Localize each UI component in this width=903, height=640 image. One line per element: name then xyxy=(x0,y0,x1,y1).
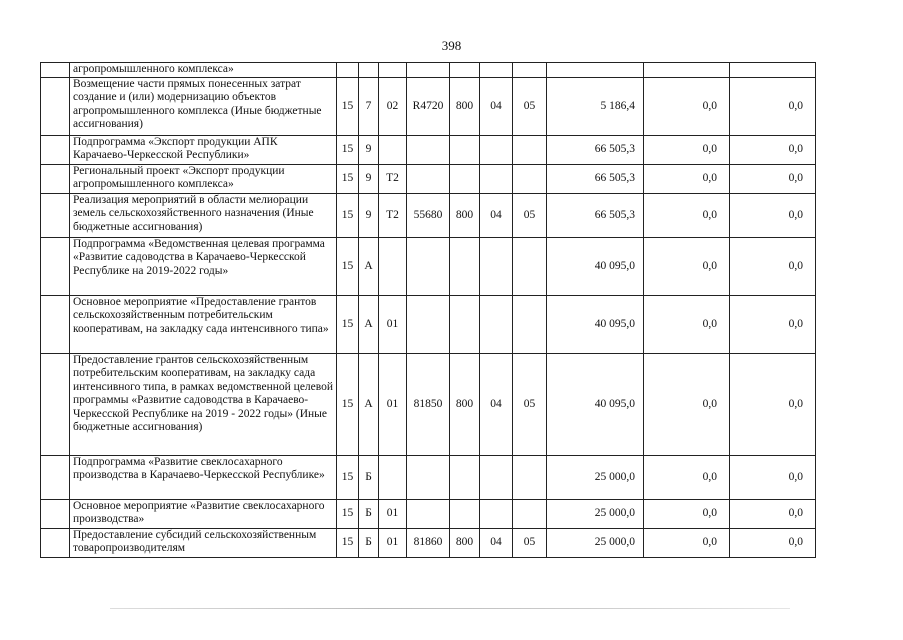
row-number-cell xyxy=(41,63,70,78)
sum-year3-cell: 0,0 xyxy=(730,529,816,558)
event-code-cell: 01 xyxy=(379,296,407,354)
sum-year3-cell: 0,0 xyxy=(730,456,816,500)
sum-year2-cell: 0,0 xyxy=(644,529,730,558)
expense-type-cell xyxy=(450,63,480,78)
program-code-cell: 15 xyxy=(337,194,359,238)
expense-type-cell: 800 xyxy=(450,78,480,136)
description-cell: Предоставление субсидий сельскохозяйственным товаропроизводителям xyxy=(70,529,337,558)
sum-year1-cell: 40 095,0 xyxy=(547,296,644,354)
sum-year3-cell: 0,0 xyxy=(730,194,816,238)
subprogram-code-cell xyxy=(359,63,379,78)
program-code-cell: 15 xyxy=(337,296,359,354)
sum-year1-cell: 25 000,0 xyxy=(547,500,644,529)
section-cell xyxy=(480,456,513,500)
sum-year3-cell: 0,0 xyxy=(730,500,816,529)
table-row xyxy=(41,136,816,165)
table-row xyxy=(41,78,816,136)
subsection-cell xyxy=(513,500,547,529)
description-cell: Подпрограмма «Ведомственная целевая программа «Развитие садоводства в Карачаево-Черкесской Республике на 2019-2022 годы» xyxy=(70,238,337,296)
direction-code-cell xyxy=(407,238,450,296)
description-cell: агропромышленного комплекса» xyxy=(70,63,337,78)
program-code-cell: 15 xyxy=(337,78,359,136)
expense-type-cell xyxy=(450,296,480,354)
section-cell: 04 xyxy=(480,529,513,558)
sum-year1-cell: 5 186,4 xyxy=(547,78,644,136)
direction-code-cell: 81850 xyxy=(407,354,450,456)
direction-code-cell xyxy=(407,500,450,529)
program-code-cell: 15 xyxy=(337,456,359,500)
subprogram-code-cell: 9 xyxy=(359,165,379,194)
subprogram-code-cell: А xyxy=(359,238,379,296)
section-cell xyxy=(480,136,513,165)
table-row xyxy=(41,354,816,456)
event-code-cell xyxy=(379,456,407,500)
sum-year2-cell: 0,0 xyxy=(644,194,730,238)
expense-type-cell xyxy=(450,136,480,165)
sum-year2-cell: 0,0 xyxy=(644,165,730,194)
table-row xyxy=(41,194,816,238)
event-code-cell: T2 xyxy=(379,194,407,238)
direction-code-cell xyxy=(407,136,450,165)
sum-year3-cell: 0,0 xyxy=(730,78,816,136)
event-code-cell xyxy=(379,136,407,165)
table-row xyxy=(41,529,816,558)
table-row xyxy=(41,500,816,529)
expense-type-cell xyxy=(450,238,480,296)
sum-year1-cell: 40 095,0 xyxy=(547,354,644,456)
row-number-cell xyxy=(41,165,70,194)
direction-code-cell: R4720 xyxy=(407,78,450,136)
subsection-cell xyxy=(513,165,547,194)
row-number-cell xyxy=(41,354,70,456)
event-code-cell xyxy=(379,238,407,296)
subsection-cell xyxy=(513,296,547,354)
sum-year1-cell: 25 000,0 xyxy=(547,529,644,558)
sum-year1-cell: 66 505,3 xyxy=(547,136,644,165)
subsection-cell: 05 xyxy=(513,194,547,238)
sum-year2-cell: 0,0 xyxy=(644,78,730,136)
section-cell: 04 xyxy=(480,354,513,456)
page-number: 398 xyxy=(441,38,462,53)
sum-year2-cell xyxy=(644,63,730,78)
table-row xyxy=(41,456,816,500)
sum-year2-cell: 0,0 xyxy=(644,456,730,500)
sum-year1-cell: 66 505,3 xyxy=(547,165,644,194)
direction-code-cell xyxy=(407,456,450,500)
event-code-cell: 01 xyxy=(379,529,407,558)
sum-year1-cell: 40 095,0 xyxy=(547,238,644,296)
direction-code-cell xyxy=(407,165,450,194)
budget-table xyxy=(40,62,816,558)
row-number-cell xyxy=(41,136,70,165)
direction-code-cell xyxy=(407,296,450,354)
direction-code-cell: 81860 xyxy=(407,529,450,558)
section-cell xyxy=(480,165,513,194)
section-cell xyxy=(480,500,513,529)
subprogram-code-cell: 9 xyxy=(359,136,379,165)
sum-year1-cell: 25 000,0 xyxy=(547,456,644,500)
subprogram-code-cell: Б xyxy=(359,500,379,529)
sum-year3-cell: 0,0 xyxy=(730,165,816,194)
event-code-cell: T2 xyxy=(379,165,407,194)
row-number-cell xyxy=(41,194,70,238)
sum-year2-cell: 0,0 xyxy=(644,500,730,529)
table-row xyxy=(41,63,816,78)
program-code-cell: 15 xyxy=(337,529,359,558)
section-cell: 04 xyxy=(480,194,513,238)
expense-type-cell xyxy=(450,165,480,194)
program-code-cell: 15 xyxy=(337,136,359,165)
program-code-cell: 15 xyxy=(337,354,359,456)
subprogram-code-cell: 7 xyxy=(359,78,379,136)
section-cell: 04 xyxy=(480,78,513,136)
subsection-cell xyxy=(513,238,547,296)
expense-type-cell xyxy=(450,456,480,500)
expense-type-cell xyxy=(450,500,480,529)
subsection-cell: 05 xyxy=(513,78,547,136)
sum-year1-cell xyxy=(547,63,644,78)
subsection-cell: 05 xyxy=(513,529,547,558)
section-cell xyxy=(480,63,513,78)
sum-year3-cell: 0,0 xyxy=(730,136,816,165)
row-number-cell xyxy=(41,529,70,558)
sum-year2-cell: 0,0 xyxy=(644,296,730,354)
expense-type-cell: 800 xyxy=(450,529,480,558)
event-code-cell: 01 xyxy=(379,500,407,529)
subsection-cell xyxy=(513,456,547,500)
description-cell: Возмещение части прямых понесенных затрат создание и (или) модернизацию объектов агропромышленного комплекса (Иные бюджетные ассигнования) xyxy=(70,78,337,136)
sum-year3-cell: 0,0 xyxy=(730,238,816,296)
sum-year3-cell xyxy=(730,63,816,78)
expense-type-cell: 800 xyxy=(450,354,480,456)
description-cell: Предоставление грантов сельскохозяйственным потребительским кооперативам, на закладку сада интенсивного типа, в рамках ведомственной целевой программы «Развитие садоводства в Карачаево-Черкесской Республике на 2019 - 2022 годы» (Иные бюджетные ассигнования) xyxy=(70,354,337,456)
subsection-cell xyxy=(513,136,547,165)
program-code-cell: 15 xyxy=(337,500,359,529)
description-cell: Региональный проект «Экспорт продукции агропромышленного комплекса» xyxy=(70,165,337,194)
program-code-cell xyxy=(337,63,359,78)
sum-year3-cell: 0,0 xyxy=(730,354,816,456)
row-number-cell xyxy=(41,78,70,136)
table-row xyxy=(41,238,816,296)
description-cell: Основное мероприятие «Предоставление грантов сельскохозяйственным потребительским кооперативам, на закладку сада интенсивного типа» xyxy=(70,296,337,354)
expense-type-cell: 800 xyxy=(450,194,480,238)
subprogram-code-cell: А xyxy=(359,354,379,456)
sum-year2-cell: 0,0 xyxy=(644,354,730,456)
event-code-cell: 02 xyxy=(379,78,407,136)
table-row xyxy=(41,296,816,354)
row-number-cell xyxy=(41,456,70,500)
event-code-cell xyxy=(379,63,407,78)
event-code-cell: 01 xyxy=(379,354,407,456)
subsection-cell xyxy=(513,63,547,78)
description-cell: Подпрограмма «Развитие свеклосахарного производства в Карачаево-Черкесской Республике» xyxy=(70,456,337,500)
description-cell: Реализация мероприятий в области мелиорации земель сельскохозяйственного назначения (Иные бюджетные ассигнования) xyxy=(70,194,337,238)
subprogram-code-cell: 9 xyxy=(359,194,379,238)
sum-year1-cell: 66 505,3 xyxy=(547,194,644,238)
subsection-cell: 05 xyxy=(513,354,547,456)
row-number-cell xyxy=(41,500,70,529)
scan-artifact-line xyxy=(110,608,790,609)
subprogram-code-cell: Б xyxy=(359,529,379,558)
table-body xyxy=(41,63,816,558)
sum-year2-cell: 0,0 xyxy=(644,238,730,296)
direction-code-cell: 55680 xyxy=(407,194,450,238)
subprogram-code-cell: А xyxy=(359,296,379,354)
row-number-cell xyxy=(41,296,70,354)
description-cell: Подпрограмма «Экспорт продукции АПК Карачаево-Черкесской Республики» xyxy=(70,136,337,165)
description-cell: Основное мероприятие «Развитие свеклосахарного производства» xyxy=(70,500,337,529)
section-cell xyxy=(480,238,513,296)
direction-code-cell xyxy=(407,63,450,78)
sum-year3-cell: 0,0 xyxy=(730,296,816,354)
row-number-cell xyxy=(41,238,70,296)
sum-year2-cell: 0,0 xyxy=(644,136,730,165)
subprogram-code-cell: Б xyxy=(359,456,379,500)
section-cell xyxy=(480,296,513,354)
program-code-cell: 15 xyxy=(337,238,359,296)
table-row xyxy=(41,165,816,194)
program-code-cell: 15 xyxy=(337,165,359,194)
